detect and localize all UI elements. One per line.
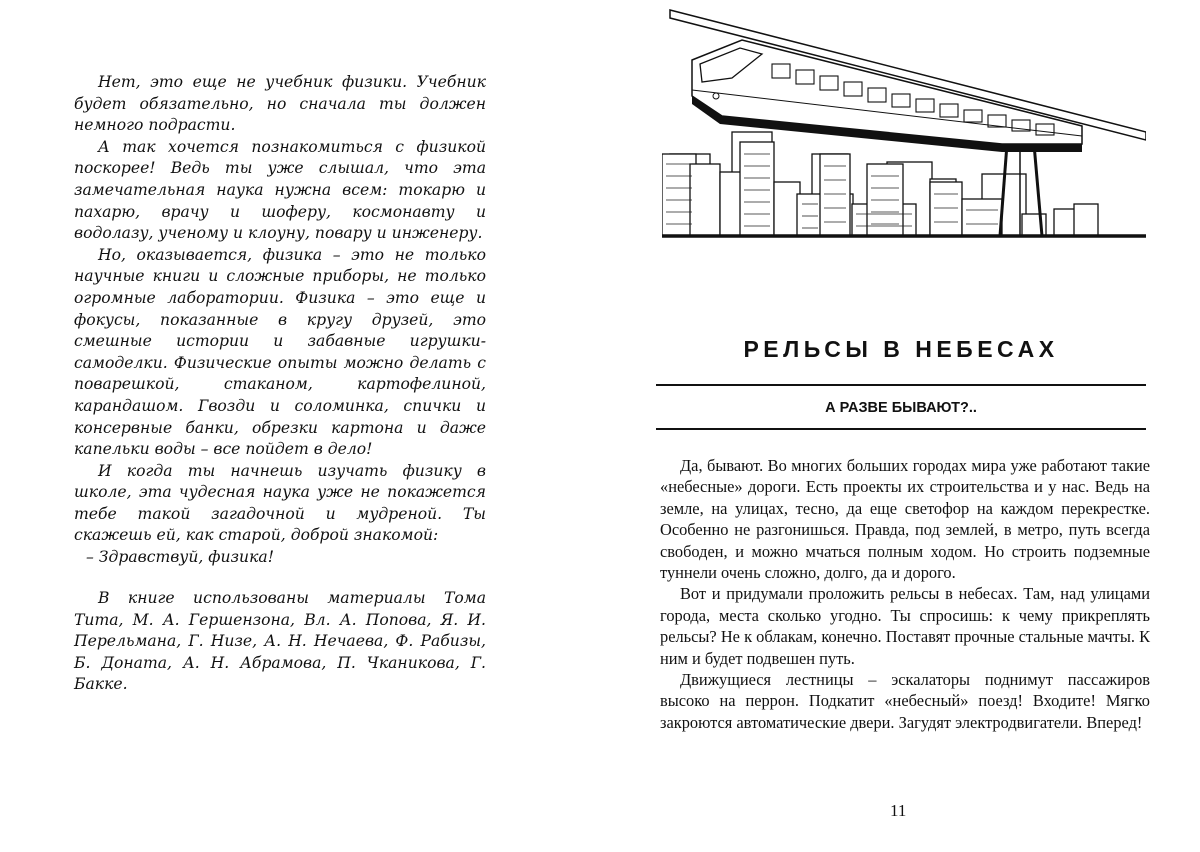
building-shape [774,182,800,236]
body-text [660,455,1150,733]
intro-paragraph: Нет, это еще не учебник физики. Учебник будет обязательно, но сначала ты должен немного подрасти. [74,73,486,135]
body-paragraph: Движущиеся лестницы – эскалаторы поднимут пассажиров высоко на перрон. Подкатит «небесный» поезд! Входите! Мягко закроются автоматические двери. Загудят электродвигатели. Вперед! [660,670,1150,732]
greeting-line: – Здравствуй, физика! [86,548,274,567]
building-shape [690,164,720,236]
title-rule-top [656,384,1146,386]
right-page [600,0,1200,852]
section-title: А РАЗВЕ БЫВАЮТ?.. [825,400,977,416]
page-number: 11 [890,801,907,820]
intro-paragraph: А так хочется познакомиться с физикой поскорее! Ведь ты уже слышал, что эта замечательная наука нужна всем: токарю и пахарю, врачу и шоферу, космонавту и водолазу, ученому и клоуну, повару и инженеру. [74,137,486,243]
title-rule-bottom [656,428,1146,430]
intro-text [74,72,486,569]
body-paragraph: Вот и придумали проложить рельсы в небесах. Там, над улицами города, места сколько угодно. Ты спросишь: к чему прикреплять рельсы? Не к облакам, конечно. Поставят прочные стальные мачты. К ним и будет подвешен путь. [660,584,1150,668]
body-paragraph: Да, бывают. Во многих больших городах мира уже работают такие «небесные» дороги. Есть проекты их строительства и у нас. Ведь на земле, на улицах, тесно, да еще светофор на каждом перекрестке. Особенно не разгонишься. Правда, под землей, в метро, путь всегда свободен, и можно мчаться полным ходом. Но строить подземные туннели очень сложно, долго, да и дорого. [660,456,1150,583]
credits-note: В книге использованы материалы Тома Тита, М. А. Гершензона, Вл. А. Попова, Я. И. Перельмана, Г. Низе, А. Н. Нечаева, Ф. Рабизы, Б. Доната, А. Н. Абрамова, П. Чканикова, Г. Бакке. [74,589,486,694]
monorail-illustration [662,4,1146,240]
building-shape [740,142,774,236]
building-shape [930,182,962,236]
intro-paragraph: Но, оказывается, физика – это не только научные книги и сложные приборы, не только огромные лаборатории. Физика – это еще и фокусы, показанные в кругу друзей, это смешные истории и забавные игрушки-самоделки. Физические опыты можно делать с поварешкой, стаканом, картофелиной, карандашом. Гвозди и соломинка, спички и консервные банки, обрезки картона и даже капельки воды – все пойдет в дело! [74,245,486,459]
building-shape [962,199,1002,236]
building-shape [1074,204,1098,236]
chapter-title: РЕЛЬСЫ В НЕБЕСАХ [743,336,1059,362]
intro-paragraph: И когда ты начнешь изучать физику в школе, эта чудесная наука уже не покажется тебе такой загадочной и мудреной. Ты скажешь ей, как старой, доброй знакомой: [74,461,486,545]
